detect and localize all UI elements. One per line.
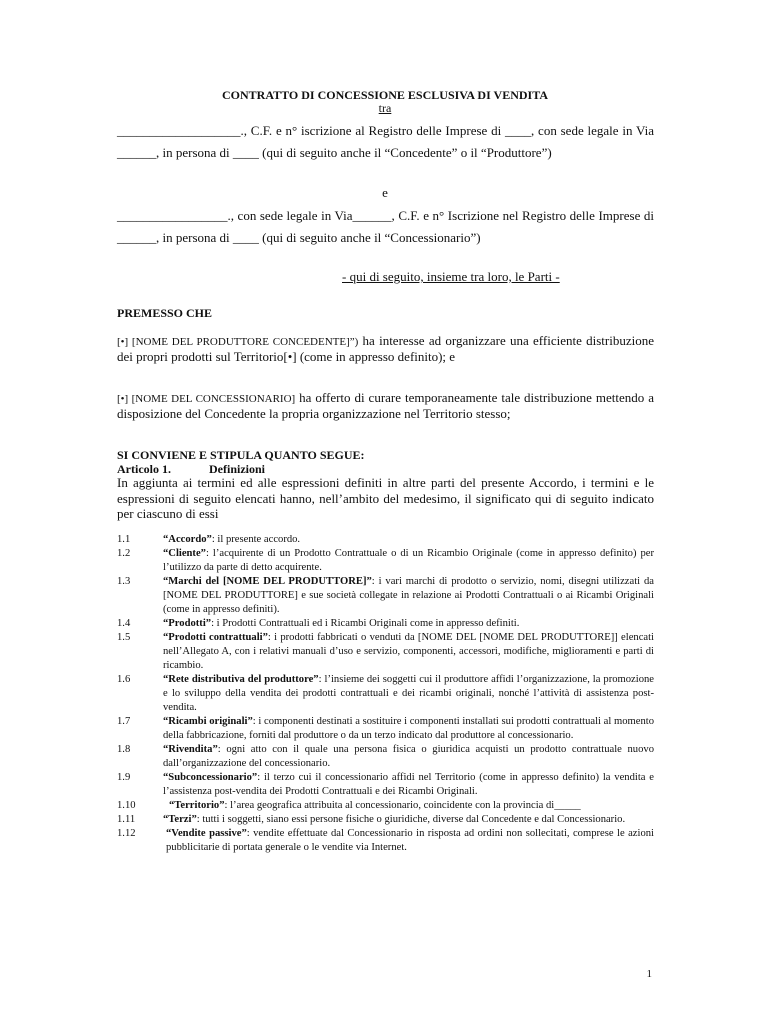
si-conviene-heading: SI CONVIENE E STIPULA QUANTO SEGUE: [117,448,365,462]
definition-term: “Ricambi originali” [163,716,253,727]
definition-term: “Marchi del [NOME DEL PRODUTTORE]” [163,576,372,587]
definition-body: : il presente accordo. [211,534,301,545]
definition-number: 1.11 [117,814,136,825]
definition-text [163,813,654,827]
definition-item [117,575,654,617]
definition-text [163,631,654,673]
definition-body: : ogni atto con il quale una persona fisica o giuridica acquisti un prodotto contrattuale nuovo dall’organizzazione del concessionario. [163,744,654,769]
definition-term: “Cliente” [163,548,206,559]
definition-text [163,575,654,617]
definition-body: : vendite effettuate dal Concessionario in risposta ad ordini non sollecitati, comprese le azioni pubblicitarie di portata generale o le vendite via Internet. [166,828,654,853]
definition-body: : l’acquirente di un Prodotto Contrattuale o di un Ricambio Originale (come in appresso definito) per l’utilizzo da parte di detto acquirente. [163,548,654,573]
premise-2 [117,391,654,421]
premise-1 [117,334,654,364]
page-number: 1 [646,968,652,980]
definition-term: “Territorio” [169,800,225,811]
definition-number: 1.10 [117,800,136,811]
definition-number: 1.7 [117,716,131,727]
definition-item [117,673,654,715]
definition-text [163,547,654,575]
definition-item [117,827,654,855]
definition-text [163,715,654,743]
definition-text [163,673,654,715]
definition-number: 1.5 [117,632,131,643]
definition-item [117,547,654,575]
definition-item [117,715,654,743]
definition-term: “Terzi” [163,814,197,825]
definition-body: : tutti i soggetti, siano essi persone fisiche o giuridiche, diverse dal Concedente e dal Concessionario. [196,814,626,825]
definition-term: “Prodotti contrattuali” [163,632,268,643]
definition-body: : i componenti destinati a sostituire i componenti installati sui prodotti contrattuali al momento della fabbricazione, forniti dal produttore o da un terzo indicato dal produttore al concessionario. [163,716,654,741]
tra-label: tra [378,101,392,115]
definition-number: 1.9 [117,772,131,783]
article-title: Definizioni [209,462,265,476]
article-number: Articolo 1. [117,462,171,476]
definition-number: 1.3 [117,576,131,587]
premise-1-tag: [•] [NOME DEL PRODUTTORE CONCEDENTE]”) [117,336,359,348]
definition-number: 1.1 [117,534,131,545]
party-1: ___________________., C.F. e n° iscrizione al Registro delle Imprese di ____, con sede legale in Via ______, in persona di ____ (qui di seguito anche il “Concedente” o il “Produttore”) [117,123,654,160]
definition-item [117,813,654,827]
party-2: _________________., con sede legale in Via______, C.F. e n° Iscrizione nel Registro delle Imprese di ______, in persona di ____ (qui di seguito anche il “Concessionario”) [117,208,654,245]
definition-number: 1.4 [117,618,131,629]
definition-item [117,631,654,673]
definition-body: : l’insieme dei soggetti cui il produttore affidi l’organizzazione, la promozione e lo sviluppo della vendita dei prodotti contrattuali e dei ricambi originali, nonché l’attività di assistenza post-vendita. [163,674,655,713]
definition-number: 1.8 [117,744,131,755]
definition-item [117,533,654,547]
definition-term: “Prodotti” [163,618,212,629]
definition-number: 1.12 [117,828,136,839]
definition-text [163,533,654,547]
definition-text [163,771,654,799]
definition-text [163,743,654,771]
definition-body: : i Prodotti Contrattuali ed i Ricambi Originali come in appresso definiti. [211,618,520,629]
definition-text [163,799,654,813]
contract-title: CONTRATTO DI CONCESSIONE ESCLUSIVA DI VENDITA [222,88,548,102]
definition-term: “Vendite passive” [166,828,247,839]
definition-item [117,617,654,631]
definition-number: 1.6 [117,674,131,685]
definition-item [117,771,654,799]
definition-item [117,743,654,771]
definition-text [163,827,654,855]
definition-item [117,799,654,813]
definition-number: 1.2 [117,548,131,559]
definition-body: : i prodotti fabbricati o venduti da [NOME DEL [NOME DEL PRODUTTORE]] elencati nell’Allegato A, con i relativi manuali d’uso e servizio, componenti, accessori, modifiche, miglioramenti e parti di ricambio. [163,632,654,671]
article-heading [117,462,265,476]
definition-term: “Rivendita” [163,744,218,755]
definition-body: : il terzo cui il concessionario affidi nel Territorio (come in appresso definito) la vendita e l’assistenza post-vendita dei Prodotti Contrattuali e dei Ricambi Originali. [163,772,654,797]
e-separator: e [382,185,388,200]
premesso-heading: PREMESSO CHE [117,306,213,320]
parti-label: - qui di seguito, insieme tra loro, le Parti - [342,269,560,284]
definition-term: “Subconcessionario” [163,772,258,783]
premise-2-tag: [•] [NOME DEL CONCESSIONARIO] [117,393,296,405]
premise-2-text: ha offerto di curare temporaneamente tale distribuzione mettendo a disposizione del Concedente la propria organizzazione nel Territorio stesso; [117,390,654,421]
definition-term: “Accordo” [163,534,212,545]
definitions-list [117,533,654,855]
premise-1-text: ha interesse ad organizzare una efficiente distribuzione dei propri prodotti sul Territorio[•] (come in appresso definito); e [117,333,654,364]
definition-term: “Rete distributiva del produttore” [163,674,319,685]
definition-body: : i vari marchi di prodotto o servizio, nomi, disegni utilizzati da [NOME DEL PRODUTTORE] e sue società collegate in relazione ai Prodotti Contrattuali o ai Ricambi Originali (come in appresso definiti). [163,576,654,615]
definition-body: : l’area geografica attribuita al concessionario, coincidente con la provincia di_____ [224,800,581,811]
definition-text [163,617,654,631]
definitions-intro: In aggiunta ai termini ed alle espressioni definiti in altre parti del presente Accordo, i termini e le espressioni di seguito elencati hanno, nell’ambito del medesimo, il significato qui di seguito indicato per ciascuno di essi [117,475,654,521]
